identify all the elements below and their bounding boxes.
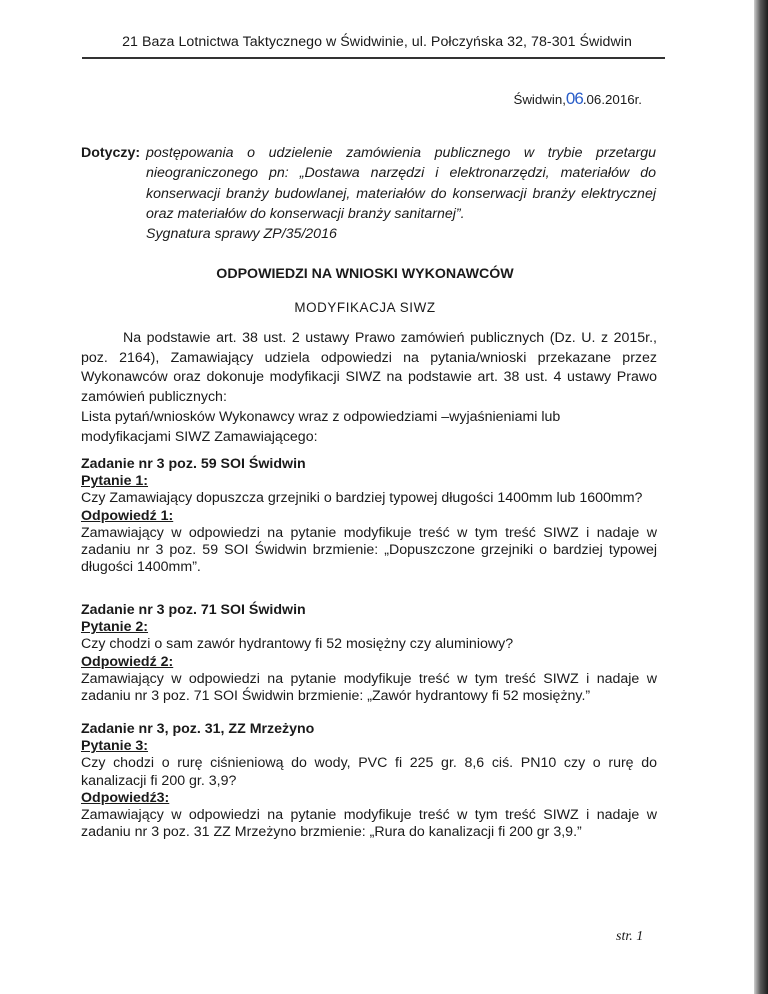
document-subtitle: MODYFIKACJA SIWZ <box>294 300 436 315</box>
question-text: Czy chodzi o rurę ciśnieniową do wody, PVC fi 225 gr. 8,6 ciś. PN10 czy o rurę do kanalizacji fi 200 gr. 3,9? <box>81 755 657 789</box>
answer-label: Odpowiedź 2: <box>81 653 174 670</box>
institution-header: 21 Baza Lotnictwa Taktycznego w Świdwinie, ul. Połczyńska 32, 78-301 Świdwin <box>122 34 632 50</box>
question-text: Czy chodzi o sam zawór hydrantowy fi 52 mosiężny czy aluminiowy? <box>81 636 514 653</box>
header-divider <box>82 57 665 59</box>
scan-edge-shadow <box>754 0 768 994</box>
question-title: Zadanie nr 3, poz. 31, ZZ Mrzeżyno <box>81 721 315 737</box>
subject-text: postępowania o udzielenie zamówienia publicznego w trybie przetargu nieograniczonego pn: „Dostawa narzędzi i elektronarzędzi, materiałów do konserwacji branży budowlanej, materiałów do konserwacji branży elektrycznej oraz materiałów do konserwacji branży sanitarnej”. <box>146 145 656 222</box>
answer-label: Odpowiedź 1: <box>81 507 174 524</box>
date-day-handwritten: 06 <box>565 89 583 108</box>
intro-list-line-1: Lista pytań/wniosków Wykonawcy wraz z odpowiedziami –wyjaśnieniami lub <box>81 408 561 425</box>
subject-label: Dotyczy: <box>81 145 141 161</box>
page-number: str. 1 <box>616 929 644 944</box>
question-text: Czy Zamawiający dopuszcza grzejniki o bardziej typowej długości 1400mm lub 1600mm? <box>81 490 643 507</box>
date-place: Świdwin, <box>513 92 566 107</box>
question-section-1 <box>81 456 657 576</box>
question-label: Pytanie 2: <box>81 619 149 636</box>
intro-block <box>81 329 657 447</box>
intro-list-line-2: modyfikacjami SIWZ Zamawiającego: <box>81 428 318 445</box>
document-title: ODPOWIEDZI NA WNIOSKI WYKONAWCÓW <box>216 266 514 282</box>
question-title: Zadanie nr 3 poz. 71 SOI Świdwin <box>81 602 306 618</box>
intro-paragraph: Na podstawie art. 38 ust. 2 ustawy Prawo zamówień publicznych (Dz. U. z 2015r., poz. 2164), Zamawiający udziela odpowiedzi na pytania/wnioski przekazane przez Wykonawców oraz dokonuje modyfikacji SIWZ na podstawie art. 38 ust. 4 ustawy Prawo zamówień publicznych: <box>81 330 657 406</box>
case-signature: Sygnatura sprawy ZP/35/2016 <box>146 226 337 243</box>
answer-label: Odpowiedź3: <box>81 789 170 806</box>
question-label: Pytanie 1: <box>81 473 149 490</box>
question-label: Pytanie 3: <box>81 738 149 755</box>
answer-text: Zamawiający w odpowiedzi na pytanie modyfikuje treść w tym treść SIWZ i nadaje w zadaniu nr 3 poz. 71 SOI Świdwin brzmienie: „Zawór hydrantowy fi 52 mosiężny.” <box>81 670 657 705</box>
answer-text: Zamawiający w odpowiedzi na pytanie modyfikuje treść w tym treść SIWZ i nadaje w zadaniu nr 3 poz. 31 ZZ Mrzeżyno brzmienie: „Rura do kanalizacji fi 200 gr 3,9.” <box>81 807 657 841</box>
place-date <box>513 89 642 109</box>
subject-block <box>81 143 656 244</box>
date-rest: .06.2016r. <box>582 92 642 107</box>
question-section-2 <box>81 602 657 705</box>
answer-text: Zamawiający w odpowiedzi na pytanie modyfikuje treść w tym treść SIWZ i nadaje w zadaniu nr 3 poz. 59 SOI Świdwin brzmienie: „Dopuszczone grzejniki o bardziej typowej długości 1400mm”. <box>81 524 657 576</box>
question-section-3 <box>81 721 657 841</box>
question-title: Zadanie nr 3 poz. 59 SOI Świdwin <box>81 456 306 472</box>
